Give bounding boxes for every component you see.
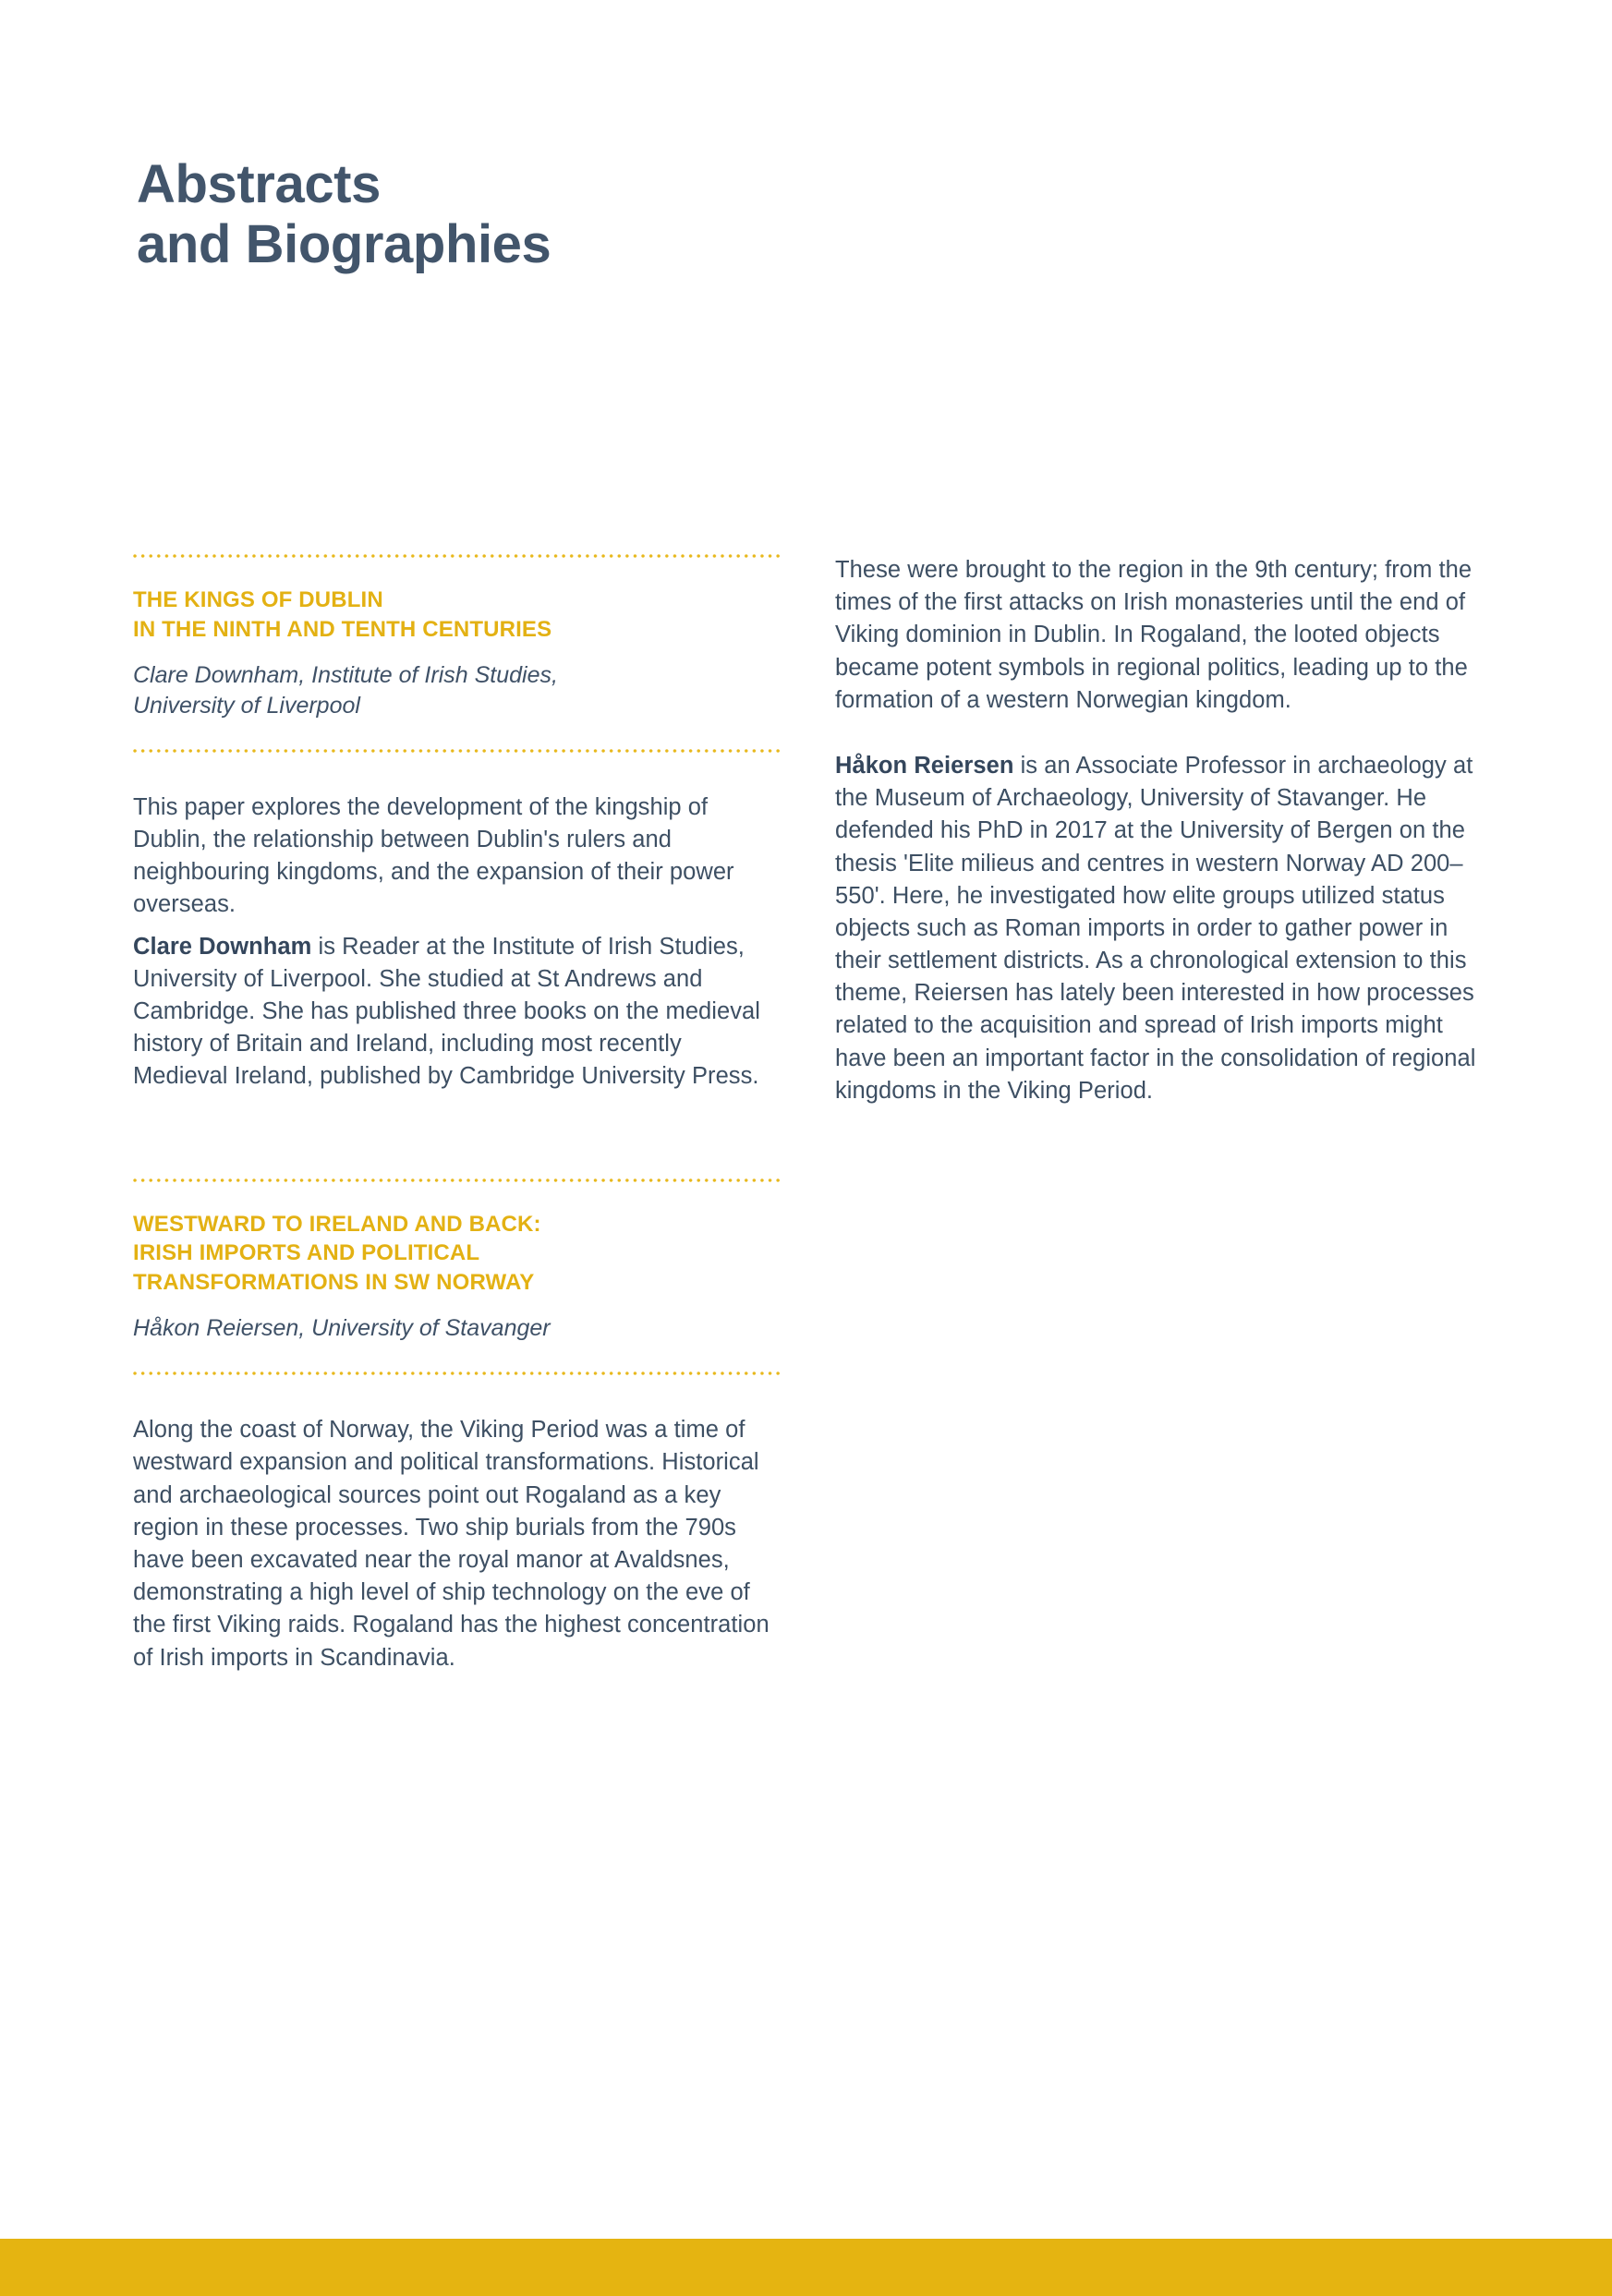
abstract-header-group	[133, 1182, 780, 1372]
abstract-heading	[133, 586, 780, 645]
abstract-heading	[133, 1210, 780, 1299]
abstract-author-line-2: University of Liverpool	[133, 692, 360, 719]
abstract-author	[133, 1313, 780, 1344]
right-column-body	[835, 554, 1482, 1107]
abstract-body	[133, 792, 780, 1094]
abstract-entry-kings-of-dublin	[133, 554, 780, 1094]
abstract-heading-line-1: WESTWARD TO IRELAND AND BACK:	[133, 1211, 541, 1237]
bio-paragraph	[133, 931, 780, 1094]
abstract-author-line-1: Håkon Reiersen, University of Stavanger	[133, 1315, 551, 1342]
abstract-body	[133, 1414, 780, 1674]
right-column	[835, 554, 1482, 1107]
abstract-entry-westward-to-ireland	[133, 1178, 780, 1674]
left-column	[133, 554, 780, 1674]
abstract-heading-line-2: IRISH IMPORTS AND POLITICAL	[133, 1240, 480, 1266]
spacer	[133, 1094, 780, 1178]
bio-name: Clare Downham	[133, 933, 312, 960]
continued-paragraph: These were brought to the region in the 9th century; from the times of the first attacks on Irish monasteries until the end of Viking dominion in Dublin. In Rogaland, the looted objects became potent symbols in regional politics, leading up to the formation of a western Norwegian kingdom.	[835, 557, 1473, 713]
bio-name: Håkon Reiersen	[835, 752, 1014, 779]
abstract-heading-line-2: IN THE NINTH AND TENTH CENTURIES	[133, 616, 552, 642]
bio-text: is an Associate Professor in archaeology at the Museum of Archaeology, University of Stavanger. He defended his PhD in 2017 at the University of Bergen on the thesis 'Elite milieus and centres in western Norway AD 200–550'. Here, he investigated how elite groups utilized status objects such as Roman imports in order to gather power in their settlement districts. As a chronological extension to this theme, Reiersen has lately been interested in how processes related to the acquisition and spread of Irish imports might have been an important factor in the consolidation of regional kingdoms in the Viking Period.	[835, 752, 1476, 1104]
abstract-paragraph: Along the coast of Norway, the Viking Period was a time of westward expansion and political transformations. Historical and archaeological sources point out Rogaland as a key region in these processes. Two ship burials from the 790s have been excavated near the royal manor at Avaldsnes, demonstrating a high level of ship technology on the eve of the first Viking raids. Rogaland has the highest concentration of Irish imports in Scandinavia.	[133, 1417, 770, 1671]
spacer	[133, 753, 780, 792]
bio-text: is Reader at the Institute of Irish Studies, University of Liverpool. She studied at St Andrews and Cambridge. She has published three books on the medieval history of Britain and Ireland, including most recently Medieval Ireland, published by Cambridge University Press.	[133, 933, 760, 1090]
abstract-author-line-1: Clare Downham, Institute of Irish Studies,	[133, 661, 558, 688]
page-title-line-1: Abstracts	[137, 153, 381, 214]
bio-paragraph	[835, 750, 1482, 1107]
abstract-heading-line-1: THE KINGS OF DUBLIN	[133, 587, 383, 612]
abstract-paragraph: This paper explores the development of the kingship of Dublin, the relationship between Dublin's rulers and neighbouring kingdoms, and the expansion of their power overseas.	[133, 793, 734, 918]
page-title	[137, 154, 968, 275]
page-title-line-2: and Biographies	[137, 214, 551, 275]
footer-accent-bar	[0, 2239, 1612, 2296]
abstract-heading-line-3: TRANSFORMATIONS IN SW NORWAY	[133, 1270, 535, 1296]
spacer	[133, 1375, 780, 1414]
abstract-header-group	[133, 558, 780, 749]
abstract-author	[133, 660, 780, 721]
